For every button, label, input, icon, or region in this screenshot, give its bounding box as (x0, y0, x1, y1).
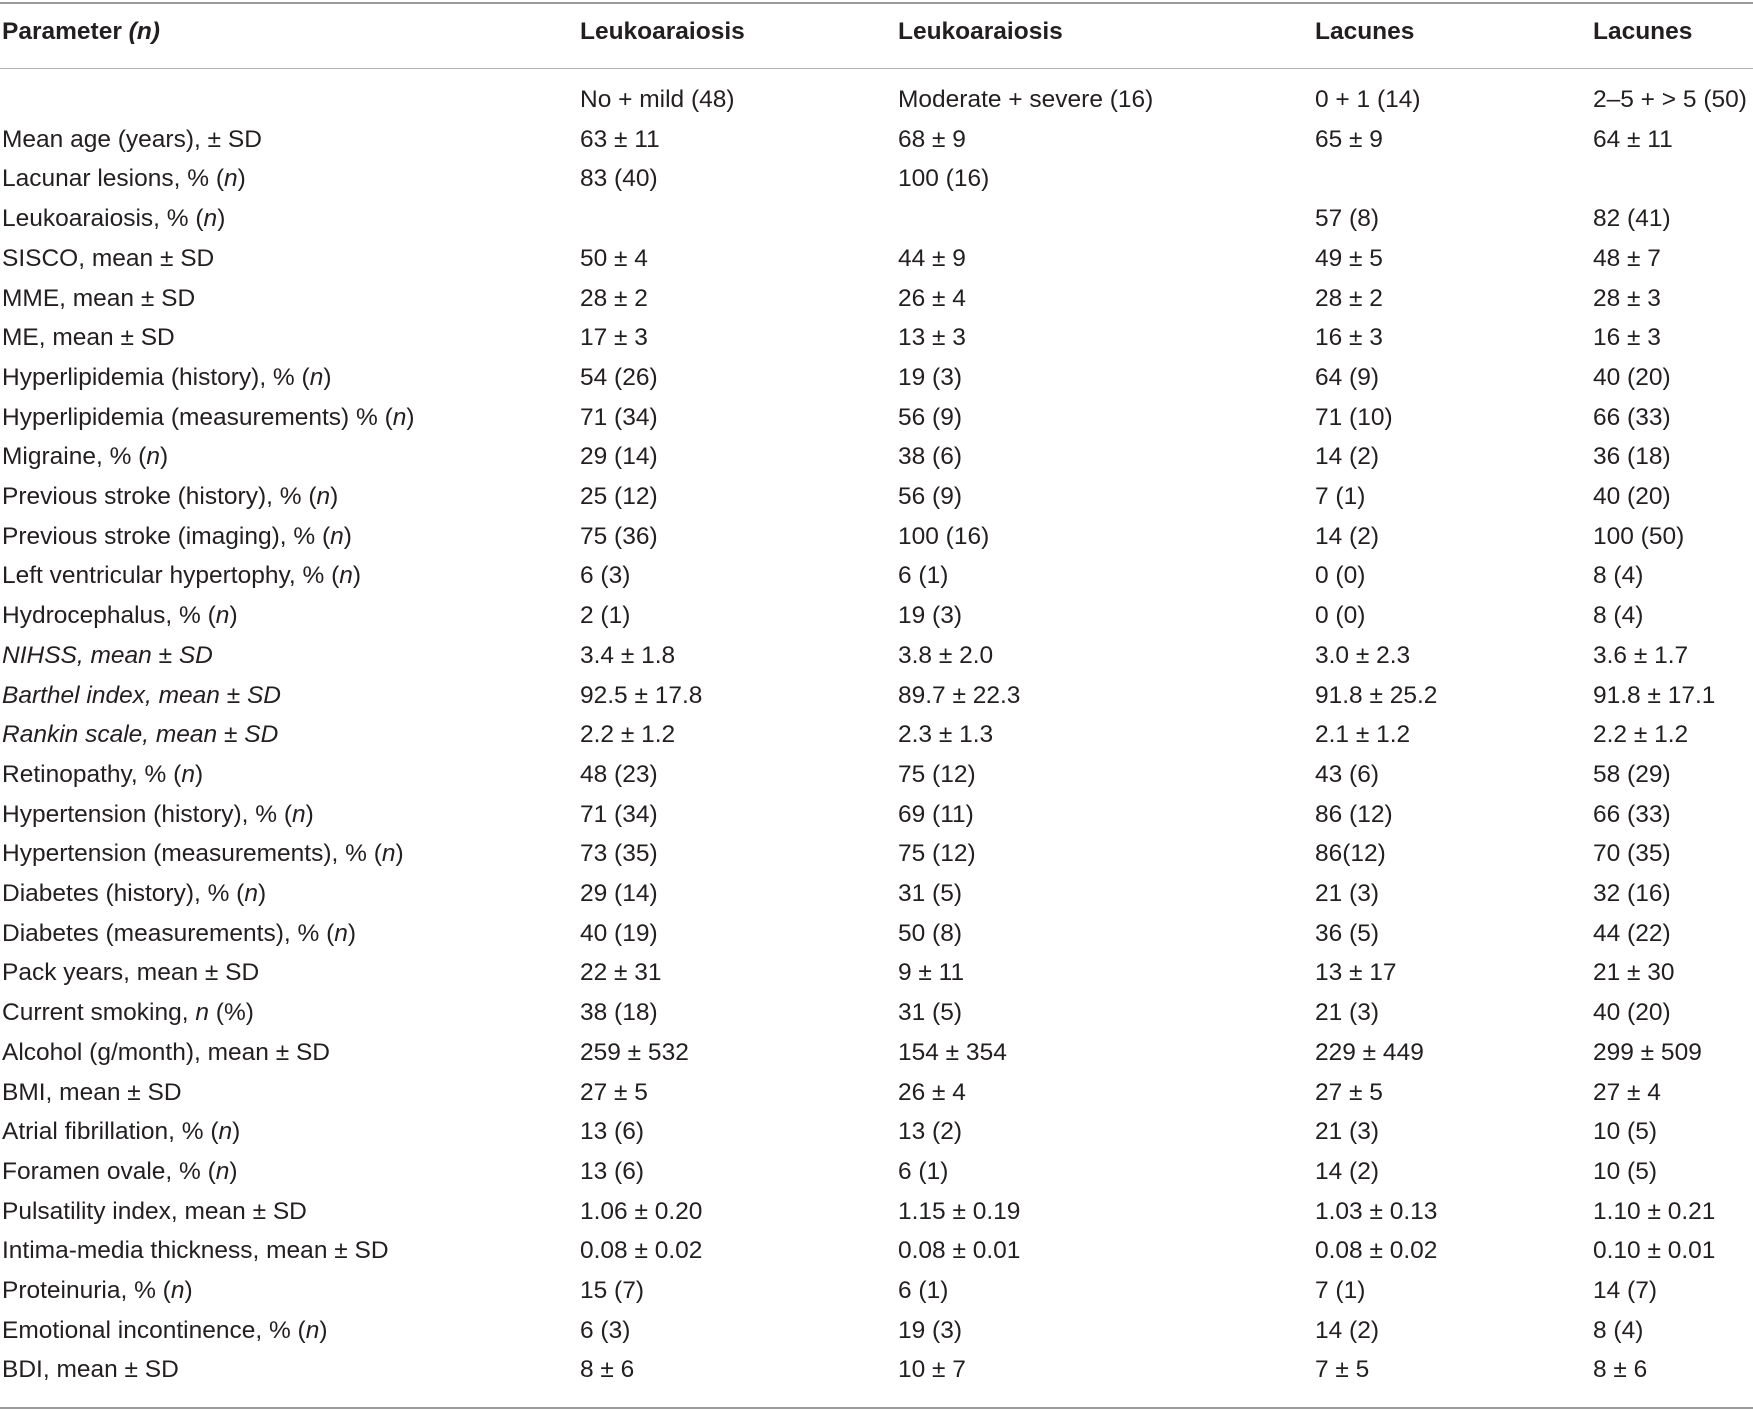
row-label-part: BDI, mean ± SD (2, 1356, 179, 1384)
row-value-col-1: 2 (1) (580, 602, 631, 630)
row-label (2, 364, 332, 392)
row-value-col-2: 19 (3) (898, 1316, 963, 1344)
subheader-col-4: 2–5 + > 5 (50) (1593, 86, 1747, 113)
row-value-col-3: 14 (2) (1315, 1157, 1380, 1185)
row-label-part: n (339, 562, 353, 590)
row-label (2, 1118, 240, 1146)
row-value-col-4: 14 (7) (1593, 1277, 1658, 1304)
row-value-col-3: 57 (8) (1315, 205, 1380, 233)
row-label-part: Diabetes (measurements), % ( (2, 919, 335, 947)
row-label-part: Hyperlipidemia (history), % ( (2, 363, 310, 391)
row-value-col-1: 13 (6) (580, 1157, 645, 1185)
row-value-col-1: 92.5 ± 17.8 (580, 681, 703, 709)
row-value-col-1: 38 (18) (580, 999, 658, 1027)
row-value-col-2: 75 (12) (898, 760, 976, 788)
row-label-part: n (170, 1277, 185, 1304)
row-label-part: Hypertension (history), % ( (2, 800, 293, 828)
row-label-part: ) (343, 522, 352, 550)
row-value-col-2: 13 ± 3 (898, 324, 966, 352)
row-label (2, 562, 361, 590)
row-value-col-4: 58 (29) (1593, 760, 1671, 788)
row-label-part: Diabetes (history), % ( (2, 880, 245, 907)
row-value-col-3: 7 (1) (1315, 483, 1366, 510)
row-label-part: Rankin scale, mean ± SD (2, 721, 279, 749)
row-value-col-2: 2.3 ± 1.3 (898, 721, 994, 749)
row-value-col-3: 21 (3) (1315, 999, 1380, 1027)
header-col-lacunes-2: Lacunes (1593, 18, 1693, 45)
row-value-col-4: 100 (50) (1593, 522, 1685, 550)
row-value-col-1: 75 (36) (580, 522, 658, 550)
row-value-col-2: 6 (1) (898, 1157, 949, 1185)
row-label-part: Migraine, % ( (2, 443, 147, 471)
row-value-col-4: 16 ± 3 (1593, 324, 1661, 352)
row-label-part: Pulsatility index, mean ± SD (2, 1197, 307, 1225)
row-label-part: Lacunar lesions, % ( (2, 165, 224, 193)
row-value-col-4: 64 ± 11 (1593, 125, 1673, 153)
row-label (2, 840, 404, 868)
row-value-col-4: 299 ± 509 (1593, 1038, 1702, 1066)
row-value-col-2: 26 ± 4 (898, 1078, 966, 1106)
row-value-col-1: 1.06 ± 0.20 (580, 1197, 703, 1225)
row-value-col-3: 28 ± 2 (1315, 284, 1383, 312)
row-label-part: Current smoking, (2, 999, 196, 1027)
row-value-col-4: 40 (20) (1593, 363, 1671, 391)
row-value-col-3: 64 (9) (1315, 363, 1380, 391)
row-value-col-1: 22 ± 31 (580, 959, 662, 987)
row-value-col-1: 259 ± 532 (580, 1038, 689, 1066)
row-value-col-4: 8 (4) (1593, 1316, 1644, 1344)
row-label (2, 443, 168, 471)
row-value-col-3: 14 (2) (1315, 522, 1380, 550)
row-label (2, 1079, 182, 1107)
row-value-col-3: 229 ± 449 (1315, 1038, 1424, 1066)
row-value-col-2: 10 ± 7 (898, 1356, 966, 1384)
row-label-part: Left ventricular hypertophy, % ( (2, 562, 340, 590)
row-label (2, 165, 246, 193)
row-label (2, 721, 278, 749)
row-value-col-2: 50 (8) (898, 919, 963, 947)
row-label (2, 324, 175, 352)
row-label-part: Mean age (years), ± SD (2, 125, 262, 153)
row-value-col-1: 83 (40) (580, 165, 658, 193)
row-value-col-1: 17 ± 3 (580, 324, 648, 352)
row-label (2, 1039, 330, 1067)
row-value-col-2: 13 (2) (898, 1118, 963, 1146)
row-label-part: Foramen ovale, % ( (2, 1157, 216, 1185)
row-label-part: BMI, mean ± SD (2, 1078, 182, 1106)
row-label-part: n (215, 602, 230, 630)
row-value-col-1: 54 (26) (580, 363, 658, 391)
row-value-col-2: 100 (16) (898, 522, 990, 550)
row-label-part: n (181, 760, 195, 788)
row-label-part: MME, mean ± SD (2, 284, 196, 312)
row-value-col-2: 0.08 ± 0.01 (898, 1237, 1021, 1265)
row-value-col-3: 91.8 ± 25.2 (1315, 681, 1438, 709)
row-label-part: ) (194, 760, 204, 788)
row-label-part: n (309, 363, 324, 391)
row-label-part: Previous stroke (history), % ( (2, 483, 317, 510)
row-value-col-2: 75 (12) (898, 840, 976, 868)
row-label-part: ) (347, 919, 357, 947)
row-label-part: n (330, 522, 344, 550)
row-label (2, 285, 195, 313)
row-value-col-1: 50 ± 4 (580, 244, 648, 272)
row-label (2, 126, 262, 154)
row-value-col-4: 66 (33) (1593, 800, 1671, 828)
row-value-col-2: 31 (5) (898, 880, 963, 907)
row-value-col-2: 56 (9) (898, 483, 963, 510)
row-label-part: ) (305, 800, 314, 828)
row-label (2, 999, 254, 1027)
row-label (2, 205, 225, 233)
subheader-col-2: Moderate + severe (16) (898, 86, 1154, 113)
header-col-leukoaraiosis-1: Leukoaraiosis (580, 18, 745, 45)
row-value-col-3: 2.1 ± 1.2 (1315, 721, 1411, 749)
row-label-part: SISCO, mean ± SD (2, 244, 215, 272)
row-value-col-4: 2.2 ± 1.2 (1593, 721, 1689, 749)
row-value-col-1: 29 (14) (580, 443, 658, 471)
row-label-part: ) (217, 205, 226, 233)
row-label-part: ) (330, 483, 339, 510)
header-parameter-n: (n) (128, 18, 160, 45)
row-value-col-2: 1.15 ± 0.19 (898, 1197, 1021, 1225)
row-value-col-4: 28 ± 3 (1593, 284, 1661, 312)
row-label-part: n (218, 1118, 233, 1146)
row-value-col-4: 91.8 ± 17.1 (1593, 681, 1716, 709)
row-value-col-3: 65 ± 9 (1315, 125, 1383, 153)
row-label-part: ) (229, 1157, 238, 1185)
row-value-col-2: 69 (11) (898, 800, 974, 828)
row-label (2, 1158, 238, 1186)
row-label-part: NIHSS, mean ± SD (2, 641, 213, 669)
row-label (2, 1317, 328, 1345)
row-value-col-1: 28 ± 2 (580, 284, 648, 312)
row-value-col-1: 63 ± 11 (580, 125, 660, 153)
row-value-col-1: 0.08 ± 0.02 (580, 1237, 703, 1265)
row-value-col-2: 19 (3) (898, 602, 963, 630)
row-value-col-3: 43 (6) (1315, 760, 1380, 788)
row-value-col-4: 48 ± 7 (1593, 244, 1661, 272)
row-label-part: Leukoaraiosis, % ( (2, 205, 204, 233)
subheader-col-3: 0 + 1 (14) (1315, 86, 1421, 113)
row-label-part: (%) (209, 999, 254, 1027)
row-value-col-2: 68 ± 9 (898, 125, 966, 153)
row-value-col-1: 73 (35) (580, 840, 658, 868)
row-value-col-2: 100 (16) (898, 165, 990, 193)
header-col-lacunes-1: Lacunes (1315, 18, 1415, 45)
row-label-part: Hydrocephalus, % ( (2, 602, 216, 630)
row-label-part: ) (229, 602, 238, 630)
row-value-col-4: 44 (22) (1593, 919, 1671, 947)
row-value-col-1: 29 (14) (580, 880, 658, 907)
row-label-part: ) (352, 562, 362, 590)
row-label-part: n (244, 880, 258, 907)
row-value-col-3: 3.0 ± 2.3 (1315, 641, 1411, 669)
row-value-col-4: 8 (4) (1593, 562, 1644, 590)
row-label-part: ) (323, 363, 332, 391)
row-label-part: n (381, 840, 396, 868)
row-label (2, 761, 203, 789)
row-value-col-1: 27 ± 5 (580, 1078, 648, 1106)
row-label-part: ) (319, 1316, 328, 1344)
row-label-part: ME, mean ± SD (2, 324, 175, 352)
row-value-col-1: 2.2 ± 1.2 (580, 721, 676, 749)
row-value-col-3: 21 (3) (1315, 1118, 1380, 1146)
row-label-part: n (223, 165, 238, 193)
row-value-col-4: 32 (16) (1593, 880, 1671, 907)
row-label-part: ) (184, 1277, 193, 1304)
table-top-rule (0, 2, 1753, 4)
row-value-col-4: 27 ± 4 (1593, 1078, 1661, 1106)
row-value-col-3: 0 (0) (1315, 562, 1366, 590)
row-value-col-4: 10 (5) (1593, 1118, 1658, 1146)
row-value-col-4: 3.6 ± 1.7 (1593, 641, 1689, 669)
row-value-col-1: 71 (34) (580, 800, 658, 828)
row-label-part: ) (232, 1118, 241, 1146)
row-label (2, 483, 338, 511)
row-value-col-1: 8 ± 6 (580, 1356, 635, 1384)
header-parameter-label: Parameter (2, 18, 122, 45)
row-value-col-3: 0 (0) (1315, 602, 1366, 630)
row-value-col-3: 0.08 ± 0.02 (1315, 1237, 1438, 1265)
row-value-col-4: 1.10 ± 0.21 (1593, 1197, 1716, 1225)
row-label (2, 880, 266, 908)
row-value-col-1: 6 (3) (580, 562, 631, 590)
row-label (2, 523, 352, 551)
row-value-col-2: 44 ± 9 (898, 244, 966, 272)
row-label-part: ) (159, 443, 169, 471)
row-value-col-4: 82 (41) (1593, 205, 1671, 233)
row-label (2, 602, 238, 630)
row-value-col-3: 71 (10) (1315, 403, 1393, 431)
row-value-col-3: 7 (1) (1315, 1277, 1366, 1304)
row-value-col-4: 10 (5) (1593, 1157, 1658, 1185)
row-label-part: ) (258, 880, 267, 907)
row-label (2, 920, 356, 948)
row-value-col-1: 15 (7) (580, 1277, 645, 1304)
row-label-part: n (292, 800, 306, 828)
row-value-col-2: 19 (3) (898, 363, 963, 391)
table-bottom-rule (0, 1407, 1753, 1409)
row-label-part: Emotional incontinence, % ( (2, 1316, 306, 1344)
row-label-part: Previous stroke (imaging), % ( (2, 522, 331, 550)
row-label-part: Barthel index, mean ± SD (2, 681, 281, 709)
row-label (2, 404, 415, 432)
row-label-part: Hypertension (measurements), % ( (2, 840, 382, 868)
row-value-col-4: 70 (35) (1593, 840, 1671, 868)
row-label (2, 642, 213, 670)
row-value-col-4: 21 ± 30 (1593, 959, 1675, 987)
row-value-col-3: 14 (2) (1315, 1316, 1380, 1344)
row-value-col-4: 36 (18) (1593, 443, 1671, 471)
row-value-col-3: 14 (2) (1315, 443, 1380, 471)
row-value-col-2: 6 (1) (898, 562, 949, 590)
row-value-col-2: 89.7 ± 22.3 (898, 681, 1021, 709)
row-value-col-1: 25 (12) (580, 483, 658, 510)
row-label (2, 801, 314, 829)
row-value-col-2: 38 (6) (898, 443, 963, 471)
row-label-part: ) (237, 165, 246, 193)
row-value-col-3: 13 ± 17 (1315, 959, 1397, 987)
row-label-part: Intima-media thickness, mean ± SD (2, 1237, 389, 1265)
row-label (2, 682, 281, 710)
row-value-col-4: 66 (33) (1593, 403, 1671, 431)
row-value-col-3: 7 ± 5 (1315, 1356, 1370, 1384)
row-value-col-1: 48 (23) (580, 760, 658, 788)
row-label-part: Retinopathy, % ( (2, 760, 182, 788)
row-value-col-3: 16 ± 3 (1315, 324, 1383, 352)
row-label (2, 1356, 179, 1384)
row-value-col-3: 1.03 ± 0.13 (1315, 1197, 1438, 1225)
row-value-col-2: 26 ± 4 (898, 284, 966, 312)
row-value-col-3: 86(12) (1315, 840, 1386, 868)
row-value-col-3: 49 ± 5 (1315, 244, 1383, 272)
row-label-part: n (146, 443, 160, 471)
row-label-part: Atrial fibrillation, % ( (2, 1118, 219, 1146)
row-label-part: n (334, 919, 348, 947)
row-value-col-4: 8 ± 6 (1593, 1356, 1648, 1384)
row-value-col-1: 6 (3) (580, 1316, 631, 1344)
row-label (2, 959, 259, 987)
row-label-part: Pack years, mean ± SD (2, 959, 260, 987)
row-label (2, 245, 214, 273)
row-label-part: ) (395, 840, 404, 868)
row-label (2, 1198, 307, 1226)
row-value-col-3: 27 ± 5 (1315, 1078, 1383, 1106)
row-label-part: ) (406, 403, 415, 431)
row-value-col-4: 40 (20) (1593, 483, 1671, 510)
row-label-part: Alcohol (g/month), mean ± SD (2, 1038, 330, 1066)
row-value-col-3: 86 (12) (1315, 800, 1393, 828)
row-label-part: n (316, 483, 331, 510)
row-label-part: n (195, 999, 209, 1027)
row-value-col-2: 3.8 ± 2.0 (898, 641, 994, 669)
subheader-col-1: No + mild (48) (580, 86, 735, 113)
row-value-col-3: 36 (5) (1315, 919, 1380, 947)
row-label (2, 1237, 389, 1265)
row-value-col-2: 56 (9) (898, 403, 963, 431)
row-value-col-4: 40 (20) (1593, 999, 1671, 1027)
header-parameter (2, 18, 160, 46)
row-label-part: Proteinuria, % ( (2, 1277, 171, 1304)
row-value-col-3: 21 (3) (1315, 880, 1380, 907)
row-value-col-1: 40 (19) (580, 919, 658, 947)
row-value-col-2: 9 ± 11 (898, 959, 965, 987)
row-value-col-2: 31 (5) (898, 999, 963, 1027)
row-value-col-4: 8 (4) (1593, 602, 1644, 630)
row-value-col-4: 0.10 ± 0.01 (1593, 1237, 1716, 1265)
row-label-part: Hyperlipidemia (measurements) % ( (2, 403, 393, 431)
row-value-col-1: 13 (6) (580, 1118, 645, 1146)
row-value-col-1: 71 (34) (580, 403, 658, 431)
row-label-part: n (215, 1157, 230, 1185)
row-value-col-2: 154 ± 354 (898, 1038, 1007, 1066)
row-label (2, 1277, 193, 1305)
row-label-part: n (392, 403, 407, 431)
row-value-col-2: 6 (1) (898, 1277, 949, 1304)
header-col-leukoaraiosis-2: Leukoaraiosis (898, 18, 1063, 45)
header-rule (0, 68, 1753, 69)
row-value-col-1: 3.4 ± 1.8 (580, 641, 676, 669)
row-label-part: n (305, 1316, 320, 1344)
row-label-part: n (203, 205, 218, 233)
